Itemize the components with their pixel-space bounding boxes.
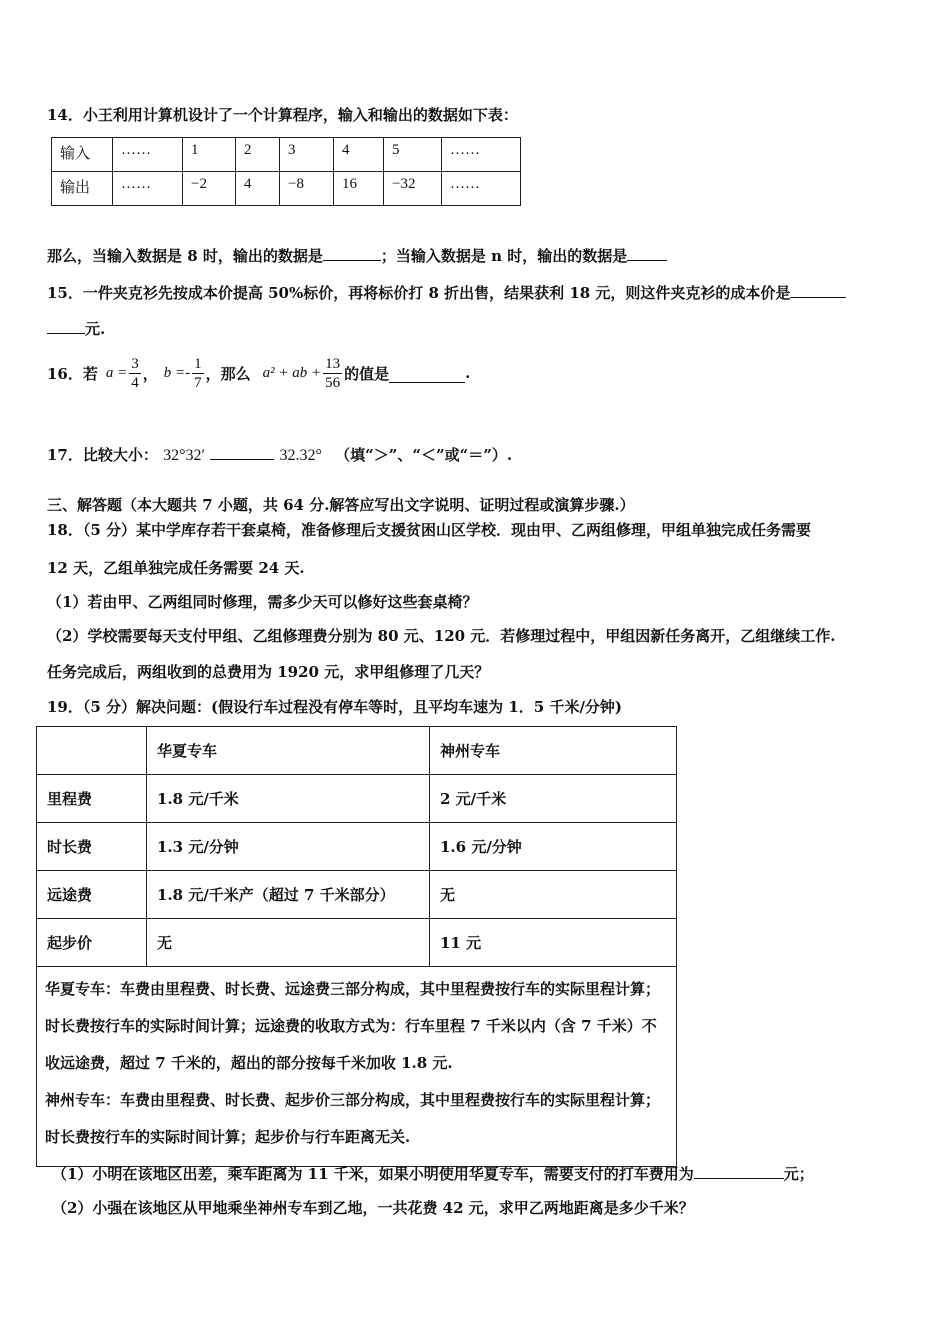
io-cell: 3	[280, 138, 334, 172]
q14-blank-1[interactable]	[323, 260, 381, 261]
fare-note-huaxia: 华夏专车：车费由里程费、时长费、远途费三部分构成，其中里程费按行车的实际里程计算；时长费按行车的实际时间计算；远途费的收取方式为：行车里程 7 千米以内（含 7 千米）不收远途费，超过 7 千米的，超出的部分按每千米加收 1.8 元.	[45, 980, 661, 1072]
fare-note-row	[37, 967, 677, 1167]
q15-blank-b[interactable]	[47, 333, 85, 334]
fare-cell: 11 元	[430, 919, 677, 967]
q19-part2: （2）小强在该地区从甲地乘坐神州专车到乙地，一共花费 42 元，求甲乙两地距离是多少千米？	[52, 1199, 694, 1217]
q15-line2	[47, 318, 105, 339]
q16-c-num: 13	[325, 355, 341, 372]
q15-line1	[47, 282, 846, 303]
q16-b-den: 7	[194, 374, 202, 391]
fare-note-cell	[37, 967, 677, 1167]
q16-c-den: 56	[325, 374, 341, 391]
io-cell: 2	[236, 138, 280, 172]
q18-part2-line1: （2）学校需要每天支付甲组、乙组修理费分别为 80 元、120 元．若修理过程中，甲组因新任务离开，乙组继续工作.	[47, 627, 836, 645]
q15-blank-a[interactable]	[790, 297, 846, 298]
q14-answer-line	[47, 245, 667, 266]
io-cell: ……	[442, 172, 521, 206]
q16-a-fraction	[129, 355, 141, 392]
fare-header-row	[37, 727, 677, 775]
q17-prefix: 17．比较大小：	[47, 446, 158, 464]
q16-b-var: b =-	[163, 364, 191, 381]
q16-a-num: 3	[131, 355, 139, 372]
q19-part1-unit: 元；	[783, 1165, 814, 1183]
io-cell: 输出	[52, 172, 113, 206]
q16-then: ，那么	[205, 364, 251, 383]
io-cell: ……	[113, 138, 183, 172]
fare-cell	[37, 727, 147, 775]
io-cell: 输入	[52, 138, 113, 172]
q19-title: 19．（5 分）解决问题：(假设行车过程没有停车等时，且平均车速为 1．5 千米/分钟)	[47, 698, 623, 716]
q16-c-fraction	[323, 355, 342, 392]
io-table	[51, 137, 521, 206]
q16-end: .	[465, 364, 471, 382]
q17-right: 32.32°	[279, 447, 322, 464]
q16-line	[47, 350, 470, 396]
q16-prefix: 16．若	[47, 364, 98, 383]
q16-a-den: 4	[131, 374, 139, 391]
q14-title: 14．小王利用计算机设计了一个计算程序，输入和输出的数据如下表：	[47, 106, 518, 124]
fare-cell: 远途费	[37, 871, 147, 919]
q19-part1-line	[52, 1163, 814, 1184]
q16-b-fraction	[192, 355, 204, 392]
q18-part2-line2: 任务完成后，两组收到的总费用为 1920 元，求甲组修理了几天？	[47, 663, 490, 681]
fare-note-shenzhou: 神州专车：车费由里程费、时长费、起步价三部分构成，其中里程费按行车的实际里程计算；时长费按行车的实际时间计算；起步价与行车距离无关.	[45, 1091, 661, 1146]
io-cell: ……	[113, 172, 183, 206]
io-cell: −32	[384, 172, 442, 206]
fare-table	[36, 726, 677, 1167]
fare-cell: 1.8 元/千米	[147, 775, 430, 823]
fare-header-huaxia: 华夏专车	[147, 727, 430, 775]
fare-cell: 里程费	[37, 775, 147, 823]
fare-cell: 2 元/千米	[430, 775, 677, 823]
io-cell: 16	[334, 172, 384, 206]
fare-cell: 无	[430, 871, 677, 919]
q18-line1: 18．（5 分）某中学库存若干套桌椅，准备修理后支援贫困山区学校．现由甲、乙两组修理，甲组单独完成任务需要	[47, 521, 812, 539]
section3-heading: 三、解答题（本大题共 7 小题，共 64 分.解答应写出文字说明、证明过程或演算步骤.）	[47, 496, 635, 514]
io-cell: −8	[280, 172, 334, 206]
q16-blank[interactable]	[389, 364, 465, 383]
q14-blank-2[interactable]	[627, 260, 667, 261]
q19-part1: （1）小明在该地区出差，乘车距离为 11 千米，如果小明使用华夏专车，需要支付的打车费用为	[52, 1165, 694, 1183]
q17-left: 32°32′	[163, 447, 206, 464]
q16-b-num: 1	[194, 355, 202, 372]
q17-suffix: （填“＞”、“＜”或“＝”）.	[335, 446, 513, 464]
io-cell: 1	[183, 138, 236, 172]
fare-row	[37, 823, 677, 871]
q15-unit: 元.	[85, 320, 106, 338]
io-input-row	[52, 138, 521, 172]
io-cell: ……	[442, 138, 521, 172]
q14-answer-part2: ；当输入数据是 n 时，输出的数据是	[380, 247, 628, 265]
fare-cell: 1.6 元/分钟	[430, 823, 677, 871]
fare-row	[37, 919, 677, 967]
fare-row	[37, 871, 677, 919]
q15-text: 15．一件夹克衫先按成本价提高 50%标价，再将标价打 8 折出售，结果获利 18 元，则这件夹克衫的成本价是	[47, 284, 791, 302]
io-output-row	[52, 172, 521, 206]
fare-cell: 时长费	[37, 823, 147, 871]
io-cell: −2	[183, 172, 236, 206]
fare-cell: 起步价	[37, 919, 147, 967]
fare-cell: 无	[147, 919, 430, 967]
q14-answer-part1: 那么，当输入数据是 8 时，输出的数据是	[47, 247, 323, 265]
io-cell: 4	[334, 138, 384, 172]
fare-row	[37, 775, 677, 823]
q16-a-var: a =	[105, 364, 128, 381]
q16-expr: a² + ab +	[262, 364, 322, 381]
io-cell: 5	[384, 138, 442, 172]
io-cell: 4	[236, 172, 280, 206]
q18-part1: （1）若由甲、乙两组同时修理，需多少天可以修好这些套桌椅？	[47, 593, 478, 611]
q17-blank[interactable]	[210, 459, 274, 460]
fare-header-shenzhou: 神州专车	[430, 727, 677, 775]
q17-line	[47, 444, 512, 465]
q18-line2: 12 天，乙组单独完成任务需要 24 天.	[47, 559, 305, 577]
fare-cell: 1.8 元/千米产（超过 7 千米部分）	[147, 871, 430, 919]
q16-comma: ，	[142, 364, 158, 383]
q16-suffix: 的值是	[344, 364, 390, 383]
fare-cell: 1.3 元/分钟	[147, 823, 430, 871]
q19-blank[interactable]	[694, 1178, 784, 1179]
